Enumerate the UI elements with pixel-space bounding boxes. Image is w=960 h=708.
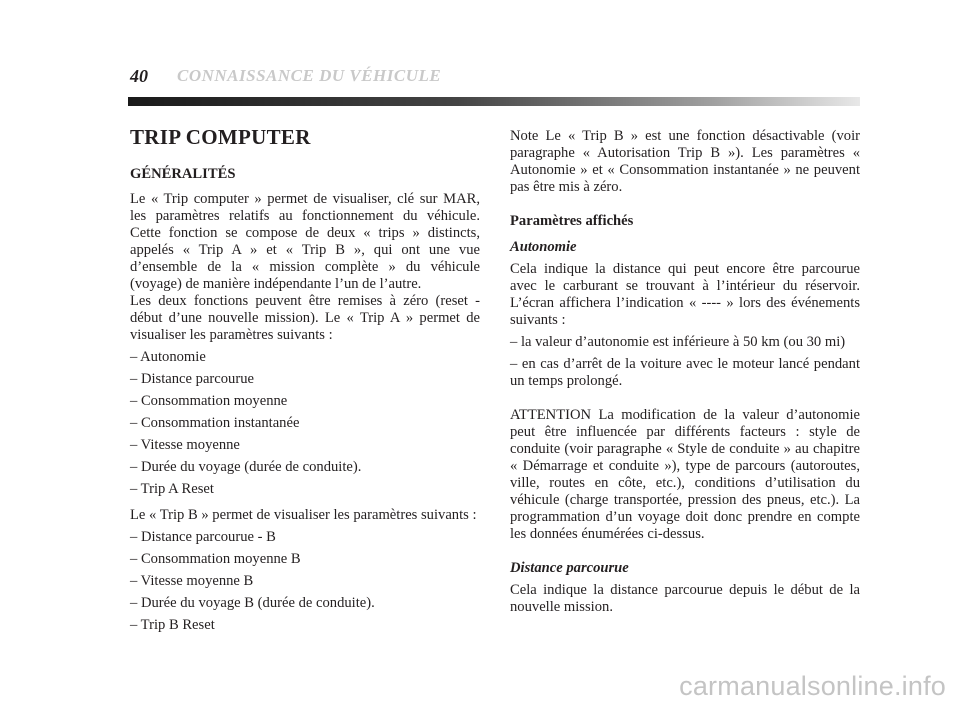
list-item: – Durée du voyage B (durée de conduite).	[130, 595, 375, 611]
list-item: – Vitesse moyenne B	[130, 573, 254, 589]
autonomie-heading: Autonomie	[510, 239, 577, 255]
attention-paragraph: ATTENTION La modification de la valeur d’autonomie peut être influencée par différents facteurs : style de conduite (voir paragraphe « Style de conduite » au chapitre « Démarrage et conduite »), type de parcours (autoroutes, ville, routes en côte, etc.), conditions d’utilisation du véhicule (charge transportée, pression des pneus, etc.). La programmation d’un voyage doit donc prendre en compte les données énumérées ci-dessus.	[510, 407, 860, 542]
running-header: CONNAISSANCE DU VÉHICULE	[177, 66, 442, 85]
list-item: – Consommation moyenne	[130, 393, 288, 409]
note-paragraph: Note Le « Trip B » est une fonction désactivable (voir paragraphe « Autorisation Trip B »). Les paramètres « Autonomie » et « Consommation instantanée » ne peuvent pas être mis à zéro.	[510, 128, 860, 195]
distance-paragraph: Cela indique la distance parcourue depuis le début de la nouvelle mission.	[510, 582, 860, 615]
list-item: – Autonomie	[130, 349, 206, 365]
list-item: – Vitesse moyenne	[130, 437, 240, 453]
subsection-title: GÉNÉRALITÉS	[130, 166, 236, 182]
distance-heading: Distance parcourue	[510, 560, 629, 576]
list-item: – en cas d’arrêt de la voiture avec le moteur lancé pendant un temps prolongé.	[510, 356, 860, 389]
list-item: – Consommation instantanée	[130, 415, 300, 431]
list-item: – Consommation moyenne B	[130, 551, 301, 567]
page-number: 40	[130, 66, 148, 86]
left-column	[130, 126, 480, 634]
list-item: – Trip A Reset	[130, 481, 214, 497]
list-item: – Durée du voyage (durée de conduite).	[130, 459, 362, 475]
params-heading: Paramètres affichés	[510, 213, 634, 229]
header-rule	[128, 97, 860, 106]
reset-paragraph: Les deux fonctions peuvent être remises à zéro (reset - début d’une nouvelle mission). Le « Trip A » permet de visualiser les paramètres suivants :	[130, 293, 480, 343]
intro-paragraph: Le « Trip computer » permet de visualiser, clé sur MAR, les paramètres relatifs au fonctionnement du véhicule. Cette fonction se compose de deux « trips » distincts, appelés « Trip A » et « Trip B », qui ont une vue d’ensemble de la « mission complète » du véhicule (voyage) de manière indépendante l’un de l’autre.	[130, 191, 480, 292]
trip-b-intro: Le « Trip B » permet de visualiser les paramètres suivants :	[130, 507, 477, 523]
autonomie-paragraph: Cela indique la distance qui peut encore être parcourue avec le carburant se trouvant à l’intérieur du réservoir. L’écran affichera l’indication « ---- » lors des événements suivants :	[510, 261, 860, 328]
section-title: TRIP COMPUTER	[130, 125, 311, 149]
list-item: – Distance parcourue	[130, 371, 254, 387]
right-column	[510, 128, 860, 616]
list-item: – la valeur d’autonomie est inférieure à 50 km (ou 30 mi)	[510, 334, 846, 350]
list-item: – Trip B Reset	[130, 617, 215, 633]
watermark: carmanualsonline.info	[679, 671, 946, 701]
list-item: – Distance parcourue - B	[130, 529, 276, 545]
